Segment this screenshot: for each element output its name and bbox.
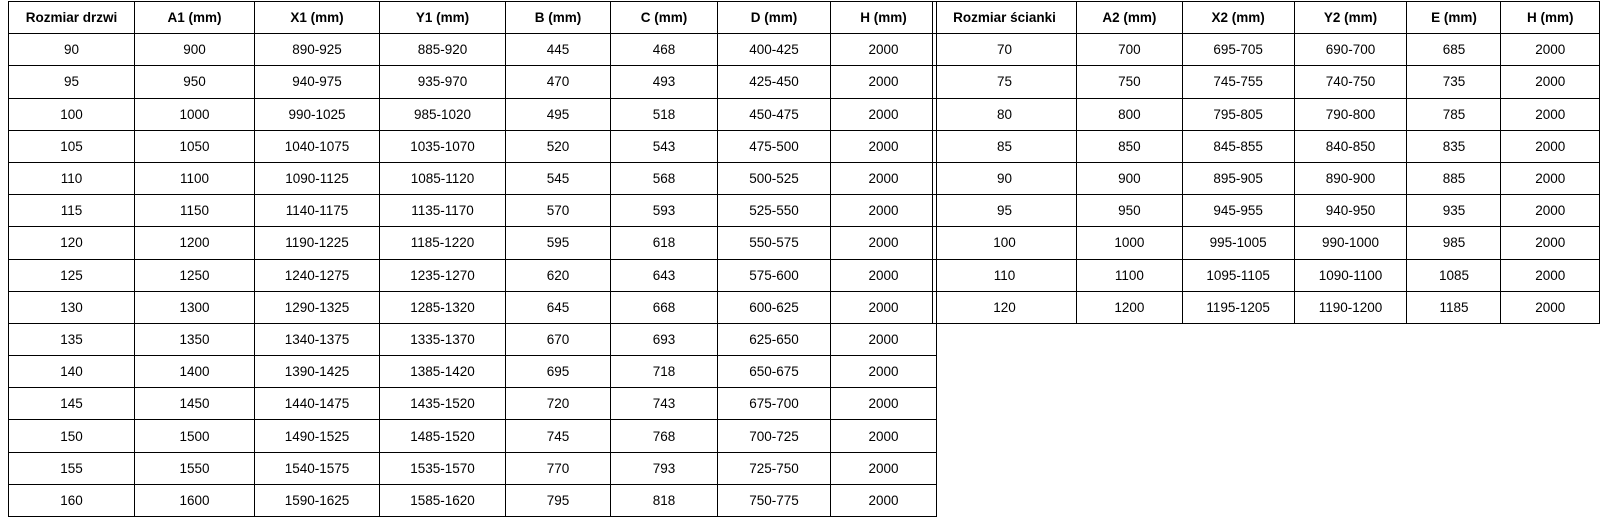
table-cell: 1050: [135, 130, 255, 162]
table-row: [9, 291, 937, 323]
table-cell: 2000: [1501, 130, 1600, 162]
table-cell: 90: [933, 162, 1077, 194]
table-cell: 155: [9, 452, 135, 484]
table-cell: 1335-1370: [380, 323, 506, 355]
table-cell: 845-855: [1182, 130, 1294, 162]
table-cell: 625-650: [718, 323, 831, 355]
table-cell: 940-950: [1294, 195, 1407, 227]
table-cell: 990-1025: [255, 98, 380, 130]
table-cell: 743: [611, 388, 718, 420]
table-cell: 90: [9, 34, 135, 66]
table-row: [9, 98, 937, 130]
table-row: [933, 130, 1600, 162]
table-cell: 70: [933, 34, 1077, 66]
table-cell: 840-850: [1294, 130, 1407, 162]
table-row: [9, 34, 937, 66]
table-cell: 550-575: [718, 227, 831, 259]
table-row: [9, 195, 937, 227]
door-size-table-body: [9, 34, 937, 517]
table-cell: 105: [9, 130, 135, 162]
table-cell: 1190-1225: [255, 227, 380, 259]
table-cell: 1390-1425: [255, 356, 380, 388]
table-row: [9, 259, 937, 291]
table-cell: 618: [611, 227, 718, 259]
table-cell: 80: [933, 98, 1077, 130]
table-cell: 525-550: [718, 195, 831, 227]
table-cell: 1585-1620: [380, 484, 506, 516]
table-cell: 675-700: [718, 388, 831, 420]
table-cell: 150: [9, 420, 135, 452]
table-header-row: [9, 2, 937, 34]
table-cell: 1040-1075: [255, 130, 380, 162]
column-header: Y2 (mm): [1294, 2, 1407, 34]
table-cell: 1450: [135, 388, 255, 420]
table-cell: 545: [506, 162, 611, 194]
table-cell: 1100: [1077, 259, 1183, 291]
column-header: E (mm): [1407, 2, 1501, 34]
door-size-table: [8, 1, 937, 517]
table-cell: 945-955: [1182, 195, 1294, 227]
table-row: [933, 34, 1600, 66]
table-cell: 645: [506, 291, 611, 323]
column-header: X2 (mm): [1182, 2, 1294, 34]
table-cell: 643: [611, 259, 718, 291]
table-cell: 2000: [831, 130, 937, 162]
table-cell: 120: [9, 227, 135, 259]
table-row: [9, 484, 937, 516]
table-cell: 2000: [831, 291, 937, 323]
table-cell: 2000: [831, 34, 937, 66]
table-cell: 1195-1205: [1182, 291, 1294, 323]
table-cell: 493: [611, 66, 718, 98]
table-cell: 2000: [831, 98, 937, 130]
table-cell: 1240-1275: [255, 259, 380, 291]
table-cell: 568: [611, 162, 718, 194]
table-cell: 1185-1220: [380, 227, 506, 259]
table-cell: 575-600: [718, 259, 831, 291]
table-cell: 470: [506, 66, 611, 98]
table-cell: 85: [933, 130, 1077, 162]
column-header: Rozmiar ścianki: [933, 2, 1077, 34]
table-cell: 1340-1375: [255, 323, 380, 355]
table-cell: 1550: [135, 452, 255, 484]
table-cell: 570: [506, 195, 611, 227]
table-cell: 95: [933, 195, 1077, 227]
table-row: [9, 130, 937, 162]
table-cell: 2000: [1501, 227, 1600, 259]
column-header: D (mm): [718, 2, 831, 34]
column-header: C (mm): [611, 2, 718, 34]
table-cell: 768: [611, 420, 718, 452]
table-cell: 725-750: [718, 452, 831, 484]
table-cell: 670: [506, 323, 611, 355]
table-cell: 125: [9, 259, 135, 291]
table-cell: 518: [611, 98, 718, 130]
table-cell: 75: [933, 66, 1077, 98]
table-cell: 475-500: [718, 130, 831, 162]
table-cell: 835: [1407, 130, 1501, 162]
table-cell: 950: [135, 66, 255, 98]
table-cell: 900: [135, 34, 255, 66]
table-cell: 1250: [135, 259, 255, 291]
table-cell: 718: [611, 356, 718, 388]
table-cell: 495: [506, 98, 611, 130]
table-cell: 890-925: [255, 34, 380, 66]
table-cell: 1490-1525: [255, 420, 380, 452]
table-cell: 2000: [831, 356, 937, 388]
table-cell: 468: [611, 34, 718, 66]
table-row: [933, 98, 1600, 130]
column-header: Y1 (mm): [380, 2, 506, 34]
table-cell: 120: [933, 291, 1077, 323]
table-header-row: [933, 2, 1600, 34]
table-cell: 795: [506, 484, 611, 516]
table-cell: 593: [611, 195, 718, 227]
table-cell: 750-775: [718, 484, 831, 516]
table-cell: 1150: [135, 195, 255, 227]
table-cell: 900: [1077, 162, 1183, 194]
table-cell: 1140-1175: [255, 195, 380, 227]
table-cell: 935-970: [380, 66, 506, 98]
table-cell: 850: [1077, 130, 1183, 162]
column-header: H (mm): [1501, 2, 1600, 34]
table-cell: 2000: [831, 484, 937, 516]
table-cell: 620: [506, 259, 611, 291]
table-cell: 890-900: [1294, 162, 1407, 194]
wall-panel-size-table-header: [933, 2, 1600, 34]
column-header: A2 (mm): [1077, 2, 1183, 34]
table-cell: 1085: [1407, 259, 1501, 291]
table-cell: 1185: [1407, 291, 1501, 323]
table-cell: 770: [506, 452, 611, 484]
table-cell: 2000: [1501, 291, 1600, 323]
table-cell: 95: [9, 66, 135, 98]
table-cell: 2000: [831, 66, 937, 98]
table-cell: 2000: [831, 388, 937, 420]
table-cell: 995-1005: [1182, 227, 1294, 259]
table-row: [9, 162, 937, 194]
table-cell: 2000: [831, 420, 937, 452]
table-cell: 130: [9, 291, 135, 323]
table-row: [933, 162, 1600, 194]
table-cell: 595: [506, 227, 611, 259]
table-cell: 110: [9, 162, 135, 194]
table-cell: 115: [9, 195, 135, 227]
table-cell: 750: [1077, 66, 1183, 98]
table-cell: 135: [9, 323, 135, 355]
table-cell: 818: [611, 484, 718, 516]
column-header: H (mm): [831, 2, 937, 34]
table-cell: 785: [1407, 98, 1501, 130]
table-cell: 2000: [1501, 162, 1600, 194]
table-cell: 445: [506, 34, 611, 66]
table-cell: 700-725: [718, 420, 831, 452]
table-row: [933, 259, 1600, 291]
table-row: [933, 66, 1600, 98]
table-cell: 690-700: [1294, 34, 1407, 66]
table-cell: 700: [1077, 34, 1183, 66]
table-cell: 1590-1625: [255, 484, 380, 516]
table-cell: 543: [611, 130, 718, 162]
table-cell: 940-975: [255, 66, 380, 98]
table-row: [9, 452, 937, 484]
table-cell: 1090-1100: [1294, 259, 1407, 291]
table-row: [9, 66, 937, 98]
table-cell: 2000: [1501, 195, 1600, 227]
table-row: [9, 356, 937, 388]
table-cell: 1190-1200: [1294, 291, 1407, 323]
table-row: [9, 227, 937, 259]
table-cell: 2000: [831, 452, 937, 484]
table-cell: 885: [1407, 162, 1501, 194]
table-cell: 790-800: [1294, 98, 1407, 130]
table-cell: 160: [9, 484, 135, 516]
table-cell: 1535-1570: [380, 452, 506, 484]
table-cell: 950: [1077, 195, 1183, 227]
table-cell: 695: [506, 356, 611, 388]
table-cell: 1400: [135, 356, 255, 388]
table-cell: 140: [9, 356, 135, 388]
column-header: B (mm): [506, 2, 611, 34]
table-cell: 800: [1077, 98, 1183, 130]
table-cell: 985: [1407, 227, 1501, 259]
table-cell: 2000: [831, 227, 937, 259]
table-cell: 1235-1270: [380, 259, 506, 291]
wall-panel-size-table-body: [933, 34, 1600, 324]
table-cell: 1200: [135, 227, 255, 259]
table-cell: 1090-1125: [255, 162, 380, 194]
table-cell: 2000: [831, 323, 937, 355]
table-row: [9, 420, 937, 452]
table-cell: 935: [1407, 195, 1501, 227]
table-cell: 1600: [135, 484, 255, 516]
table-cell: 425-450: [718, 66, 831, 98]
table-cell: 1500: [135, 420, 255, 452]
table-cell: 2000: [1501, 98, 1600, 130]
table-cell: 450-475: [718, 98, 831, 130]
table-cell: 2000: [831, 259, 937, 291]
table-cell: 1440-1475: [255, 388, 380, 420]
table-cell: 1290-1325: [255, 291, 380, 323]
table-cell: 1135-1170: [380, 195, 506, 227]
table-cell: 2000: [1501, 66, 1600, 98]
wall-panel-size-table: [932, 1, 1600, 324]
table-cell: 1085-1120: [380, 162, 506, 194]
table-cell: 1100: [135, 162, 255, 194]
table-row: [9, 323, 937, 355]
table-cell: 693: [611, 323, 718, 355]
column-header: Rozmiar drzwi: [9, 2, 135, 34]
table-cell: 145: [9, 388, 135, 420]
table-cell: 1035-1070: [380, 130, 506, 162]
column-header: A1 (mm): [135, 2, 255, 34]
table-cell: 1300: [135, 291, 255, 323]
table-cell: 1200: [1077, 291, 1183, 323]
table-cell: 1000: [135, 98, 255, 130]
table-cell: 745: [506, 420, 611, 452]
table-cell: 1000: [1077, 227, 1183, 259]
table-cell: 1350: [135, 323, 255, 355]
table-cell: 745-755: [1182, 66, 1294, 98]
table-cell: 735: [1407, 66, 1501, 98]
table-cell: 740-750: [1294, 66, 1407, 98]
table-cell: 885-920: [380, 34, 506, 66]
table-cell: 100: [9, 98, 135, 130]
table-cell: 1095-1105: [1182, 259, 1294, 291]
table-cell: 520: [506, 130, 611, 162]
table-cell: 668: [611, 291, 718, 323]
table-cell: 990-1000: [1294, 227, 1407, 259]
table-cell: 1540-1575: [255, 452, 380, 484]
table-cell: 1485-1520: [380, 420, 506, 452]
table-cell: 100: [933, 227, 1077, 259]
table-cell: 2000: [831, 162, 937, 194]
table-cell: 895-905: [1182, 162, 1294, 194]
table-row: [933, 227, 1600, 259]
table-cell: 1435-1520: [380, 388, 506, 420]
table-cell: 985-1020: [380, 98, 506, 130]
table-cell: 1285-1320: [380, 291, 506, 323]
table-cell: 2000: [831, 195, 937, 227]
table-cell: 695-705: [1182, 34, 1294, 66]
table-cell: 2000: [1501, 34, 1600, 66]
table-cell: 685: [1407, 34, 1501, 66]
column-header: X1 (mm): [255, 2, 380, 34]
table-cell: 600-625: [718, 291, 831, 323]
table-cell: 1385-1420: [380, 356, 506, 388]
table-row: [9, 388, 937, 420]
table-cell: 400-425: [718, 34, 831, 66]
table-cell: 2000: [1501, 259, 1600, 291]
table-row: [933, 291, 1600, 323]
table-cell: 500-525: [718, 162, 831, 194]
door-size-table-header: [9, 2, 937, 34]
table-cell: 110: [933, 259, 1077, 291]
table-cell: 793: [611, 452, 718, 484]
table-cell: 720: [506, 388, 611, 420]
table-cell: 795-805: [1182, 98, 1294, 130]
table-cell: 650-675: [718, 356, 831, 388]
table-row: [933, 195, 1600, 227]
